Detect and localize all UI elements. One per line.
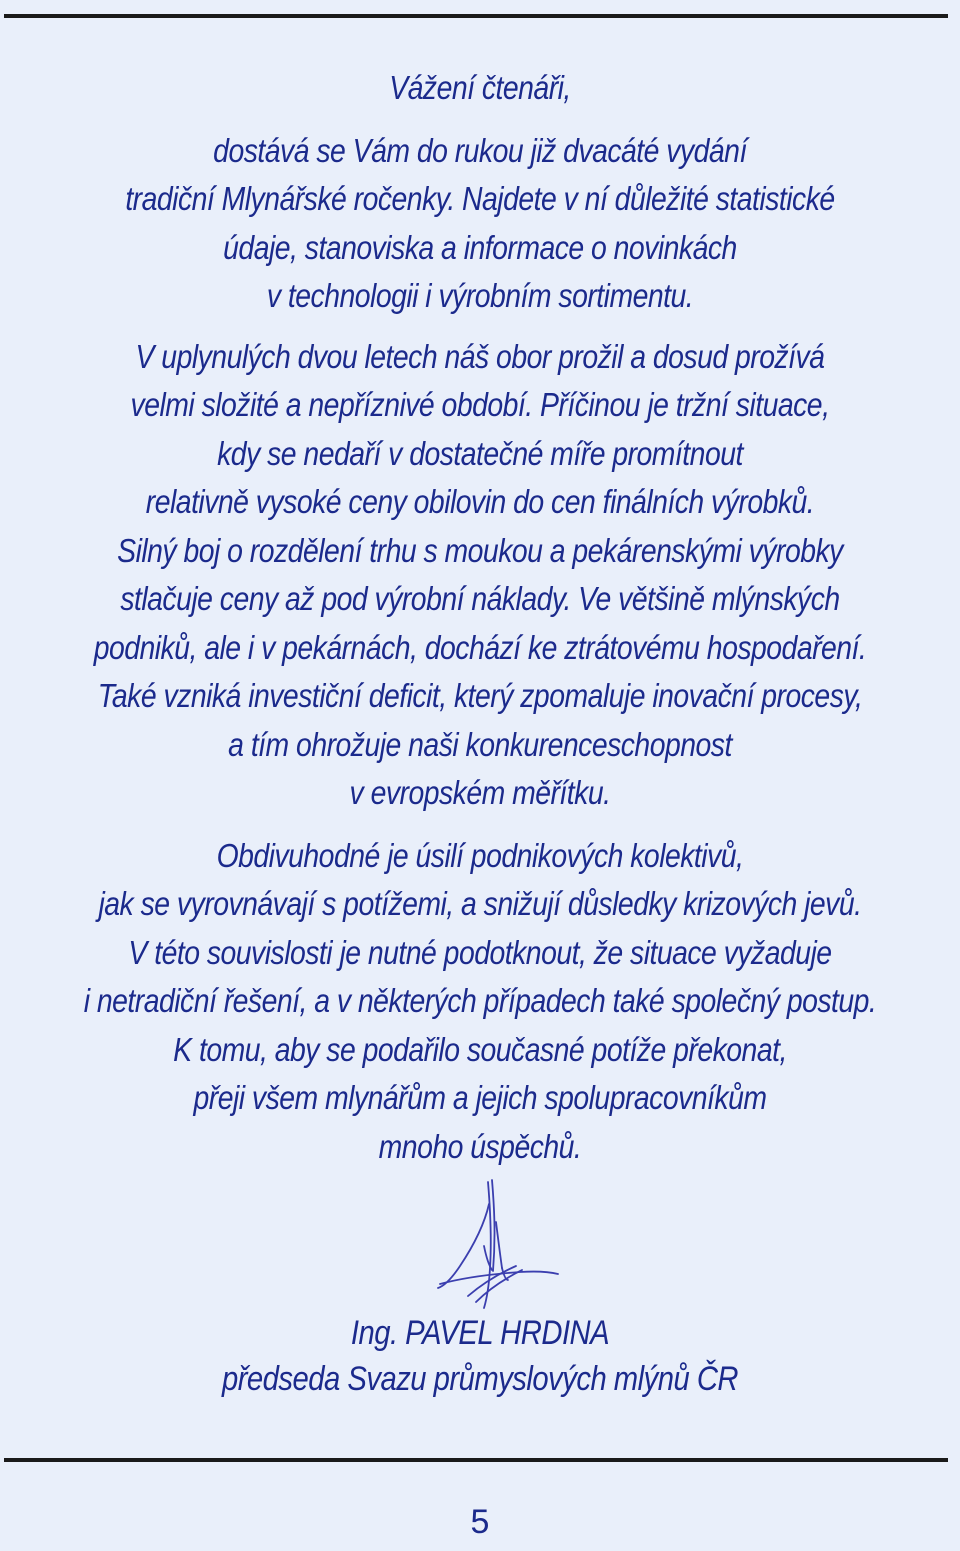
text-line: K tomu, aby se podařilo současné potíže překonat, xyxy=(173,1030,787,1068)
paragraph-2 xyxy=(67,333,893,818)
text-line: relativně vysoké ceny obilovin do cen finálních výrobků. xyxy=(145,483,815,520)
text-line: v evropském měřítku. xyxy=(349,774,611,811)
text-line: V této souvislosti je nutné podotknout, že situace vyžaduje xyxy=(128,933,832,971)
text-line: i netradiční řešení, a v některých případech také společný postup. xyxy=(83,982,877,1019)
text-line: údaje, stanoviska a informace o novinkách xyxy=(223,228,737,266)
bottom-rule xyxy=(4,1458,948,1462)
letter-body xyxy=(67,64,893,1171)
text-line: Silný boj o rozdělení trhu s moukou a pekárenskými výrobky xyxy=(117,531,843,569)
text-line: Obdivuhodné je úsilí podnikových kolektivů, xyxy=(216,836,744,874)
text-line: Také vzniká investiční deficit, který zpomaluje inovační procesy, xyxy=(97,677,863,714)
text-line: tradiční Mlynářské ročenky. Najdete v ní důležité statistické xyxy=(125,180,835,217)
page-number: 5 xyxy=(470,1503,490,1541)
top-rule xyxy=(4,14,948,18)
paragraph-3 xyxy=(67,832,893,1172)
text-line: stlačuje ceny až pod výrobní náklady. Ve většině mlýnských xyxy=(120,580,840,617)
text-line: dostává se Vám do rukou již dvacáté vydání xyxy=(213,131,747,169)
salutation: Vážení čtenáři, xyxy=(389,69,571,106)
handwritten-signature xyxy=(432,1176,562,1316)
text-line: velmi složité a nepříznivé období. Příčinou je tržní situace, xyxy=(130,386,830,423)
text-line: v technologii i výrobním sortimentu. xyxy=(266,277,694,314)
text-line: podniků, ale i v pekárnách, dochází ke ztrátovému hospodaření. xyxy=(93,628,867,666)
text-line: přeji všem mlynářům a jejich spolupracovníkům xyxy=(193,1079,767,1116)
text-line: V uplynulých dvou letech náš obor prožil a dosud prožívá xyxy=(135,337,825,375)
text-line: jak se vyrovnávají s potížemi, a snižují důsledky krizových jevů. xyxy=(98,885,862,922)
signatory-name: Ing. PAVEL HRDINA xyxy=(350,1314,610,1352)
text-line: mnoho úspěchů. xyxy=(378,1127,582,1165)
text-line: kdy se nedaří v dostatečné míře promítnout xyxy=(217,434,743,472)
signatory-title: předseda Svazu průmyslových mlýnů ČR xyxy=(221,1360,739,1398)
signature-block xyxy=(67,1310,893,1402)
text-line: a tím ohrožuje naši konkurenceschopnost xyxy=(228,725,732,763)
paragraph-1 xyxy=(67,127,893,321)
